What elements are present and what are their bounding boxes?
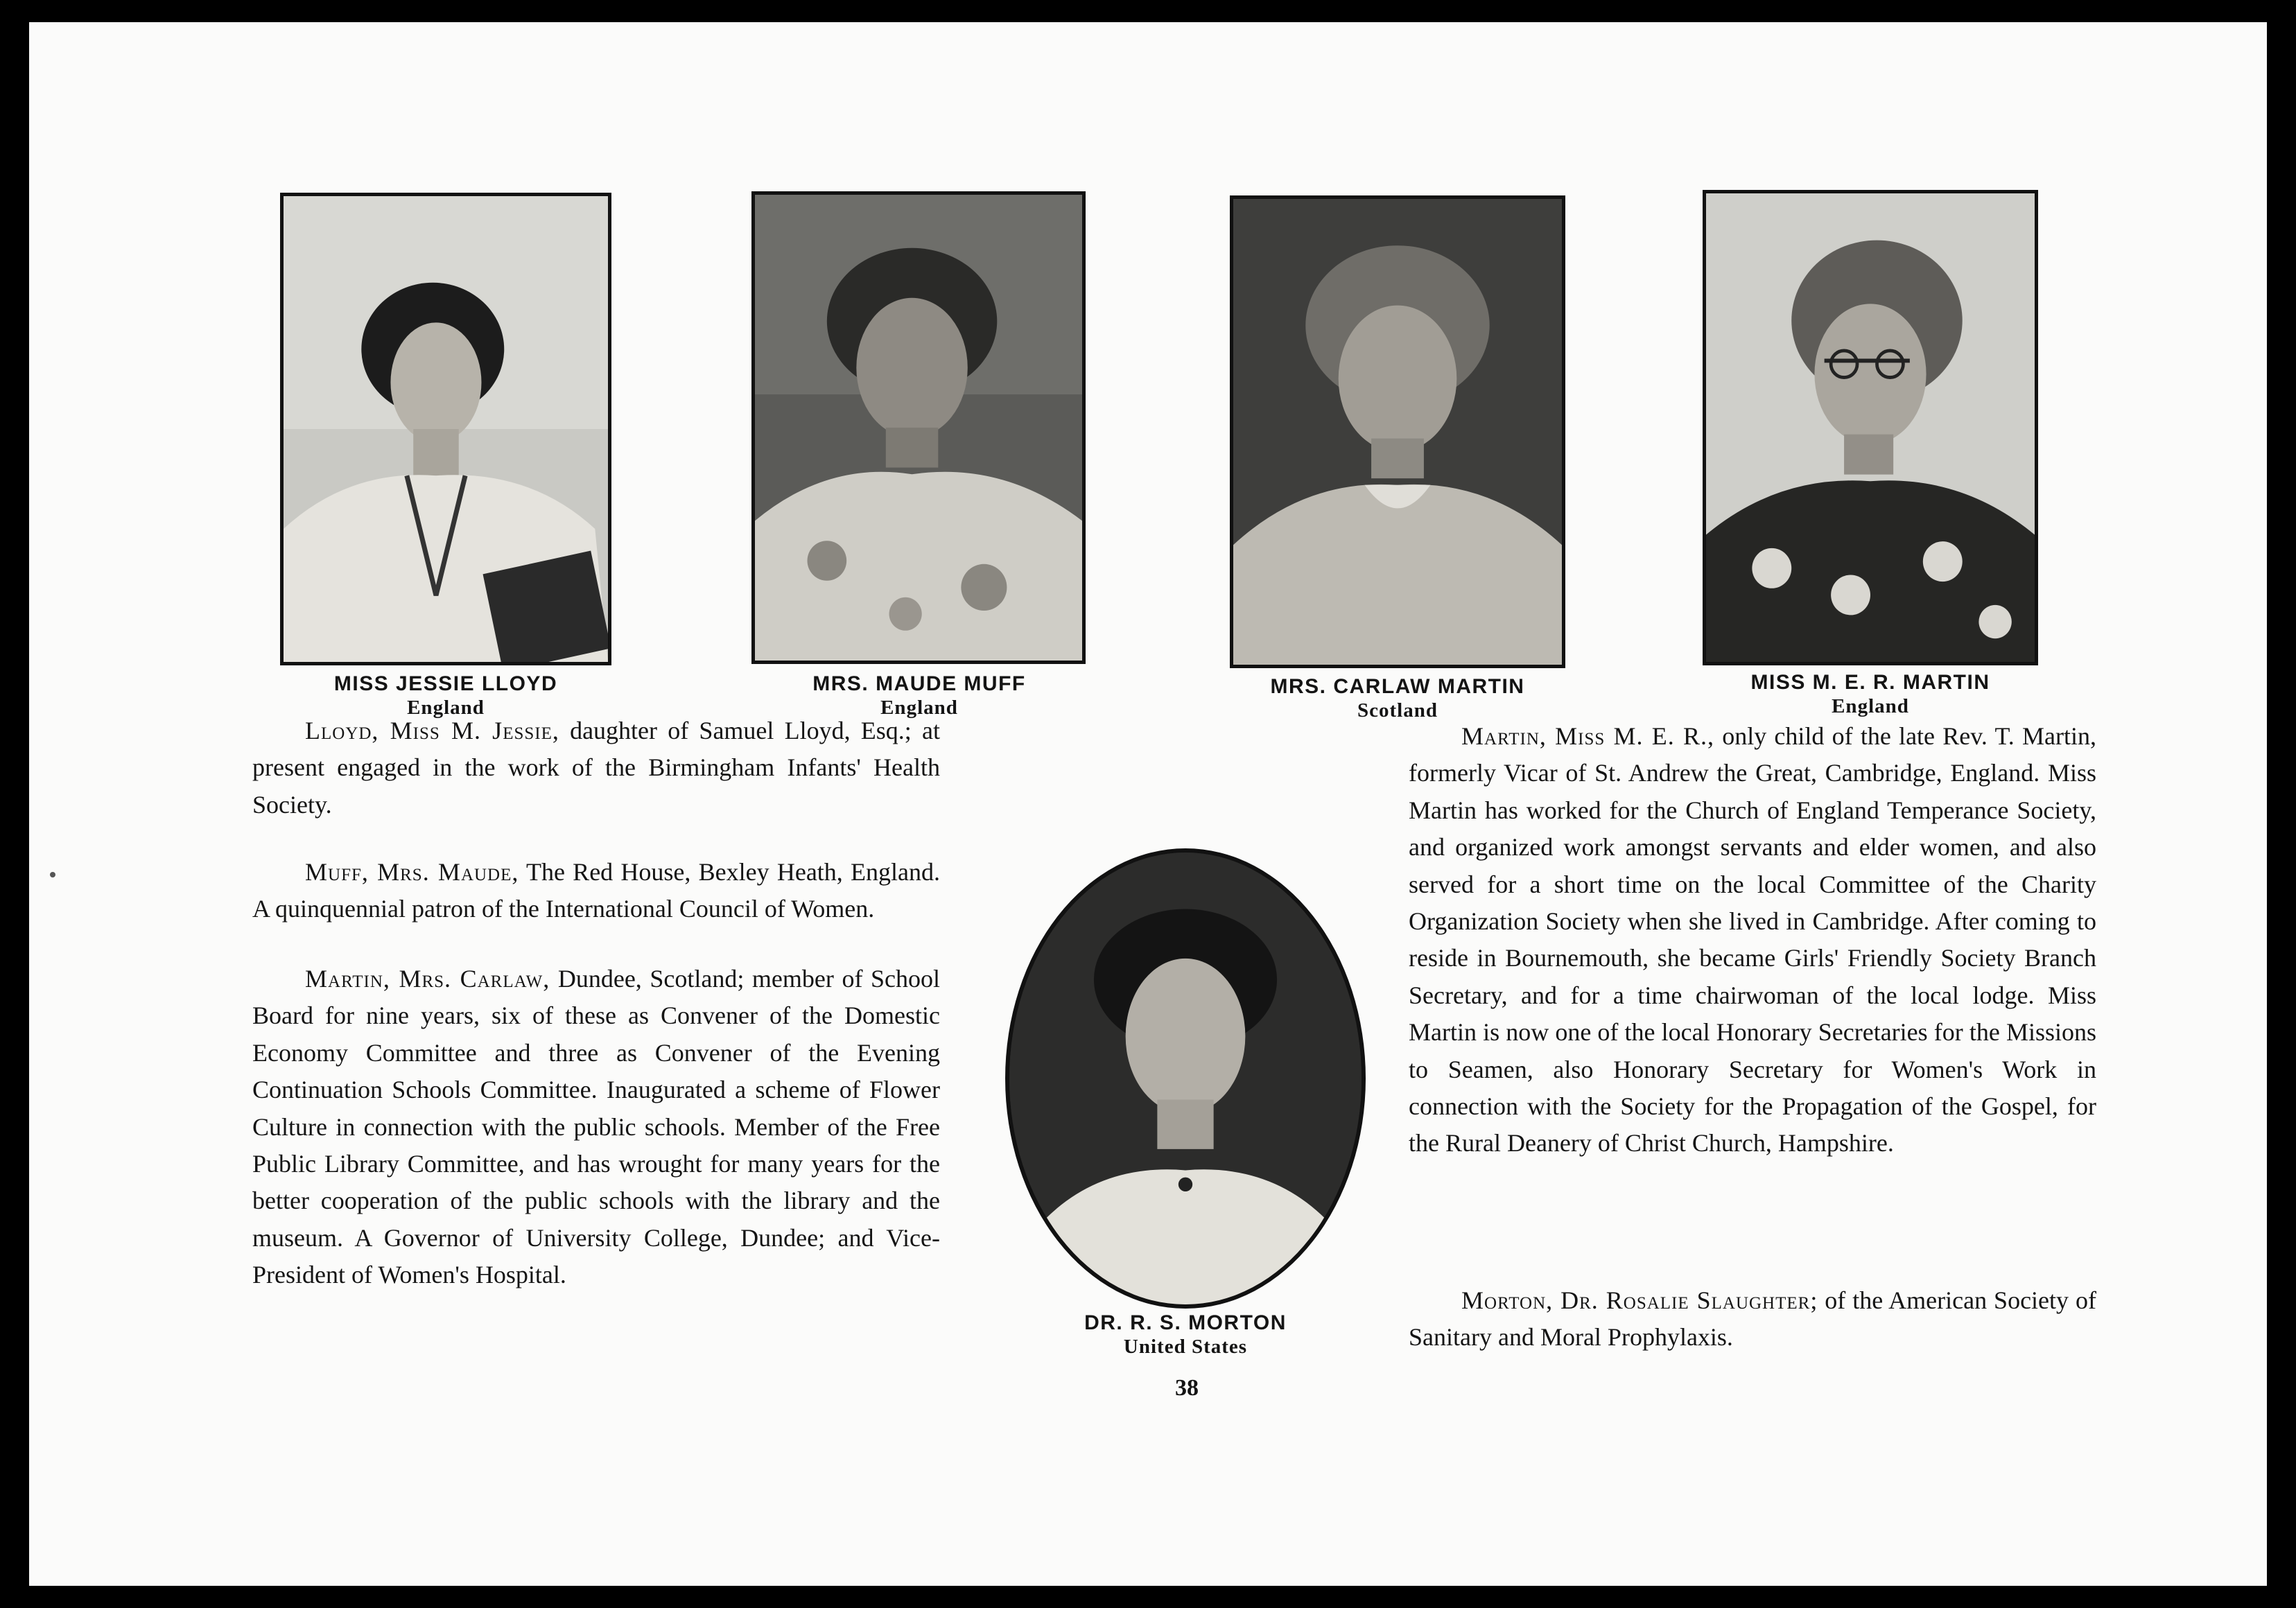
portrait-mer-martin [1703, 190, 2038, 665]
bio-lead: Lloyd, Miss M. Jessie, [305, 717, 559, 744]
caption-country: England [1832, 694, 1909, 717]
bio-lloyd [252, 713, 940, 823]
scan-speck [50, 872, 55, 877]
bio-text: The Red House, Bexley Heath, England. A quinquennial patron of the International Council of Women. [252, 858, 941, 923]
bio-muff [252, 854, 940, 928]
bio-lead: Martin, Miss M. E. R., [1461, 722, 1714, 750]
bio-morton [1409, 1282, 2096, 1356]
book-page [29, 22, 2267, 1586]
bio-text: only child of the late Rev. T. Martin, formerly Vicar of St. Andrew the Great, Cambridge, England. Miss Martin has worked for the Church of England Temperance Society, and organized work amongst servants and elder women, and also served for a short time on the local Committee of the Charity Organization Society when she lived in Cambridge. After coming to reside in Bournemouth, she became Girls' Friendly Society Branch Secretary, and for a time chairwoman of the local lodge. Miss Martin is now one of the local Honorary Secretaries for the Missions to Seamen, also Honorary Secretary for Women's Work in connection with the Society for the Propagation of the Gospel, for the Rural Deanery of Christ Church, Hampshire. [1409, 722, 2097, 1157]
bio-lead: Morton, Dr. Rosalie Slaughter; [1461, 1286, 1818, 1314]
bio-text: of the American Society of Sanitary and Moral Prophylaxis. [1409, 1286, 2096, 1352]
caption-mer-martin [1683, 671, 2058, 718]
page-number: 38 [1175, 1375, 1199, 1401]
caption-rs-morton [1012, 1311, 1359, 1358]
bio-text: daughter of Samuel Lloyd, Esq.; at present engaged in the work of the Birmingham Infants' Health Society. [252, 717, 940, 819]
caption-name: MISS M. E. R. MARTIN [1750, 671, 1990, 694]
bio-mer-martin [1409, 718, 2096, 1162]
portrait-maude-muff [751, 191, 1086, 664]
portrait-carlaw-martin [1230, 195, 1565, 668]
caption-country: England [880, 696, 958, 719]
caption-country: Scotland [1357, 699, 1438, 722]
bio-lead: Martin, Mrs. Carlaw, [305, 965, 550, 993]
bio-carlaw-martin [252, 961, 940, 1294]
bio-text: Dundee, Scotland; member of School Board for nine years, six of these as Convener of the Domestic Economy Committee and three as Convener of the Evening Continuation Schools Committee. Inaugurated a scheme of Flower Culture in connection with the public schools. Member of the Free Public Library Committee, and has wrought for many years for the better cooperation of the public schools with the library and the museum. A Governor of University College, Dundee; and Vice-President of Women's Hospital. [252, 965, 940, 1289]
caption-name: MRS. CARLAW MARTIN [1270, 675, 1525, 698]
caption-carlaw-martin [1208, 675, 1588, 722]
caption-country: United States [1123, 1335, 1248, 1358]
bio-lead: Muff, Mrs. Maude, [305, 858, 519, 886]
portrait-rs-morton [1005, 848, 1366, 1309]
portrait-jessie-lloyd [280, 193, 611, 665]
caption-name: DR. R. S. MORTON [1084, 1311, 1287, 1334]
caption-name: MISS JESSIE LLOYD [333, 672, 558, 695]
caption-country: England [407, 696, 485, 719]
caption-name: MRS. MAUDE MUFF [812, 672, 1026, 695]
